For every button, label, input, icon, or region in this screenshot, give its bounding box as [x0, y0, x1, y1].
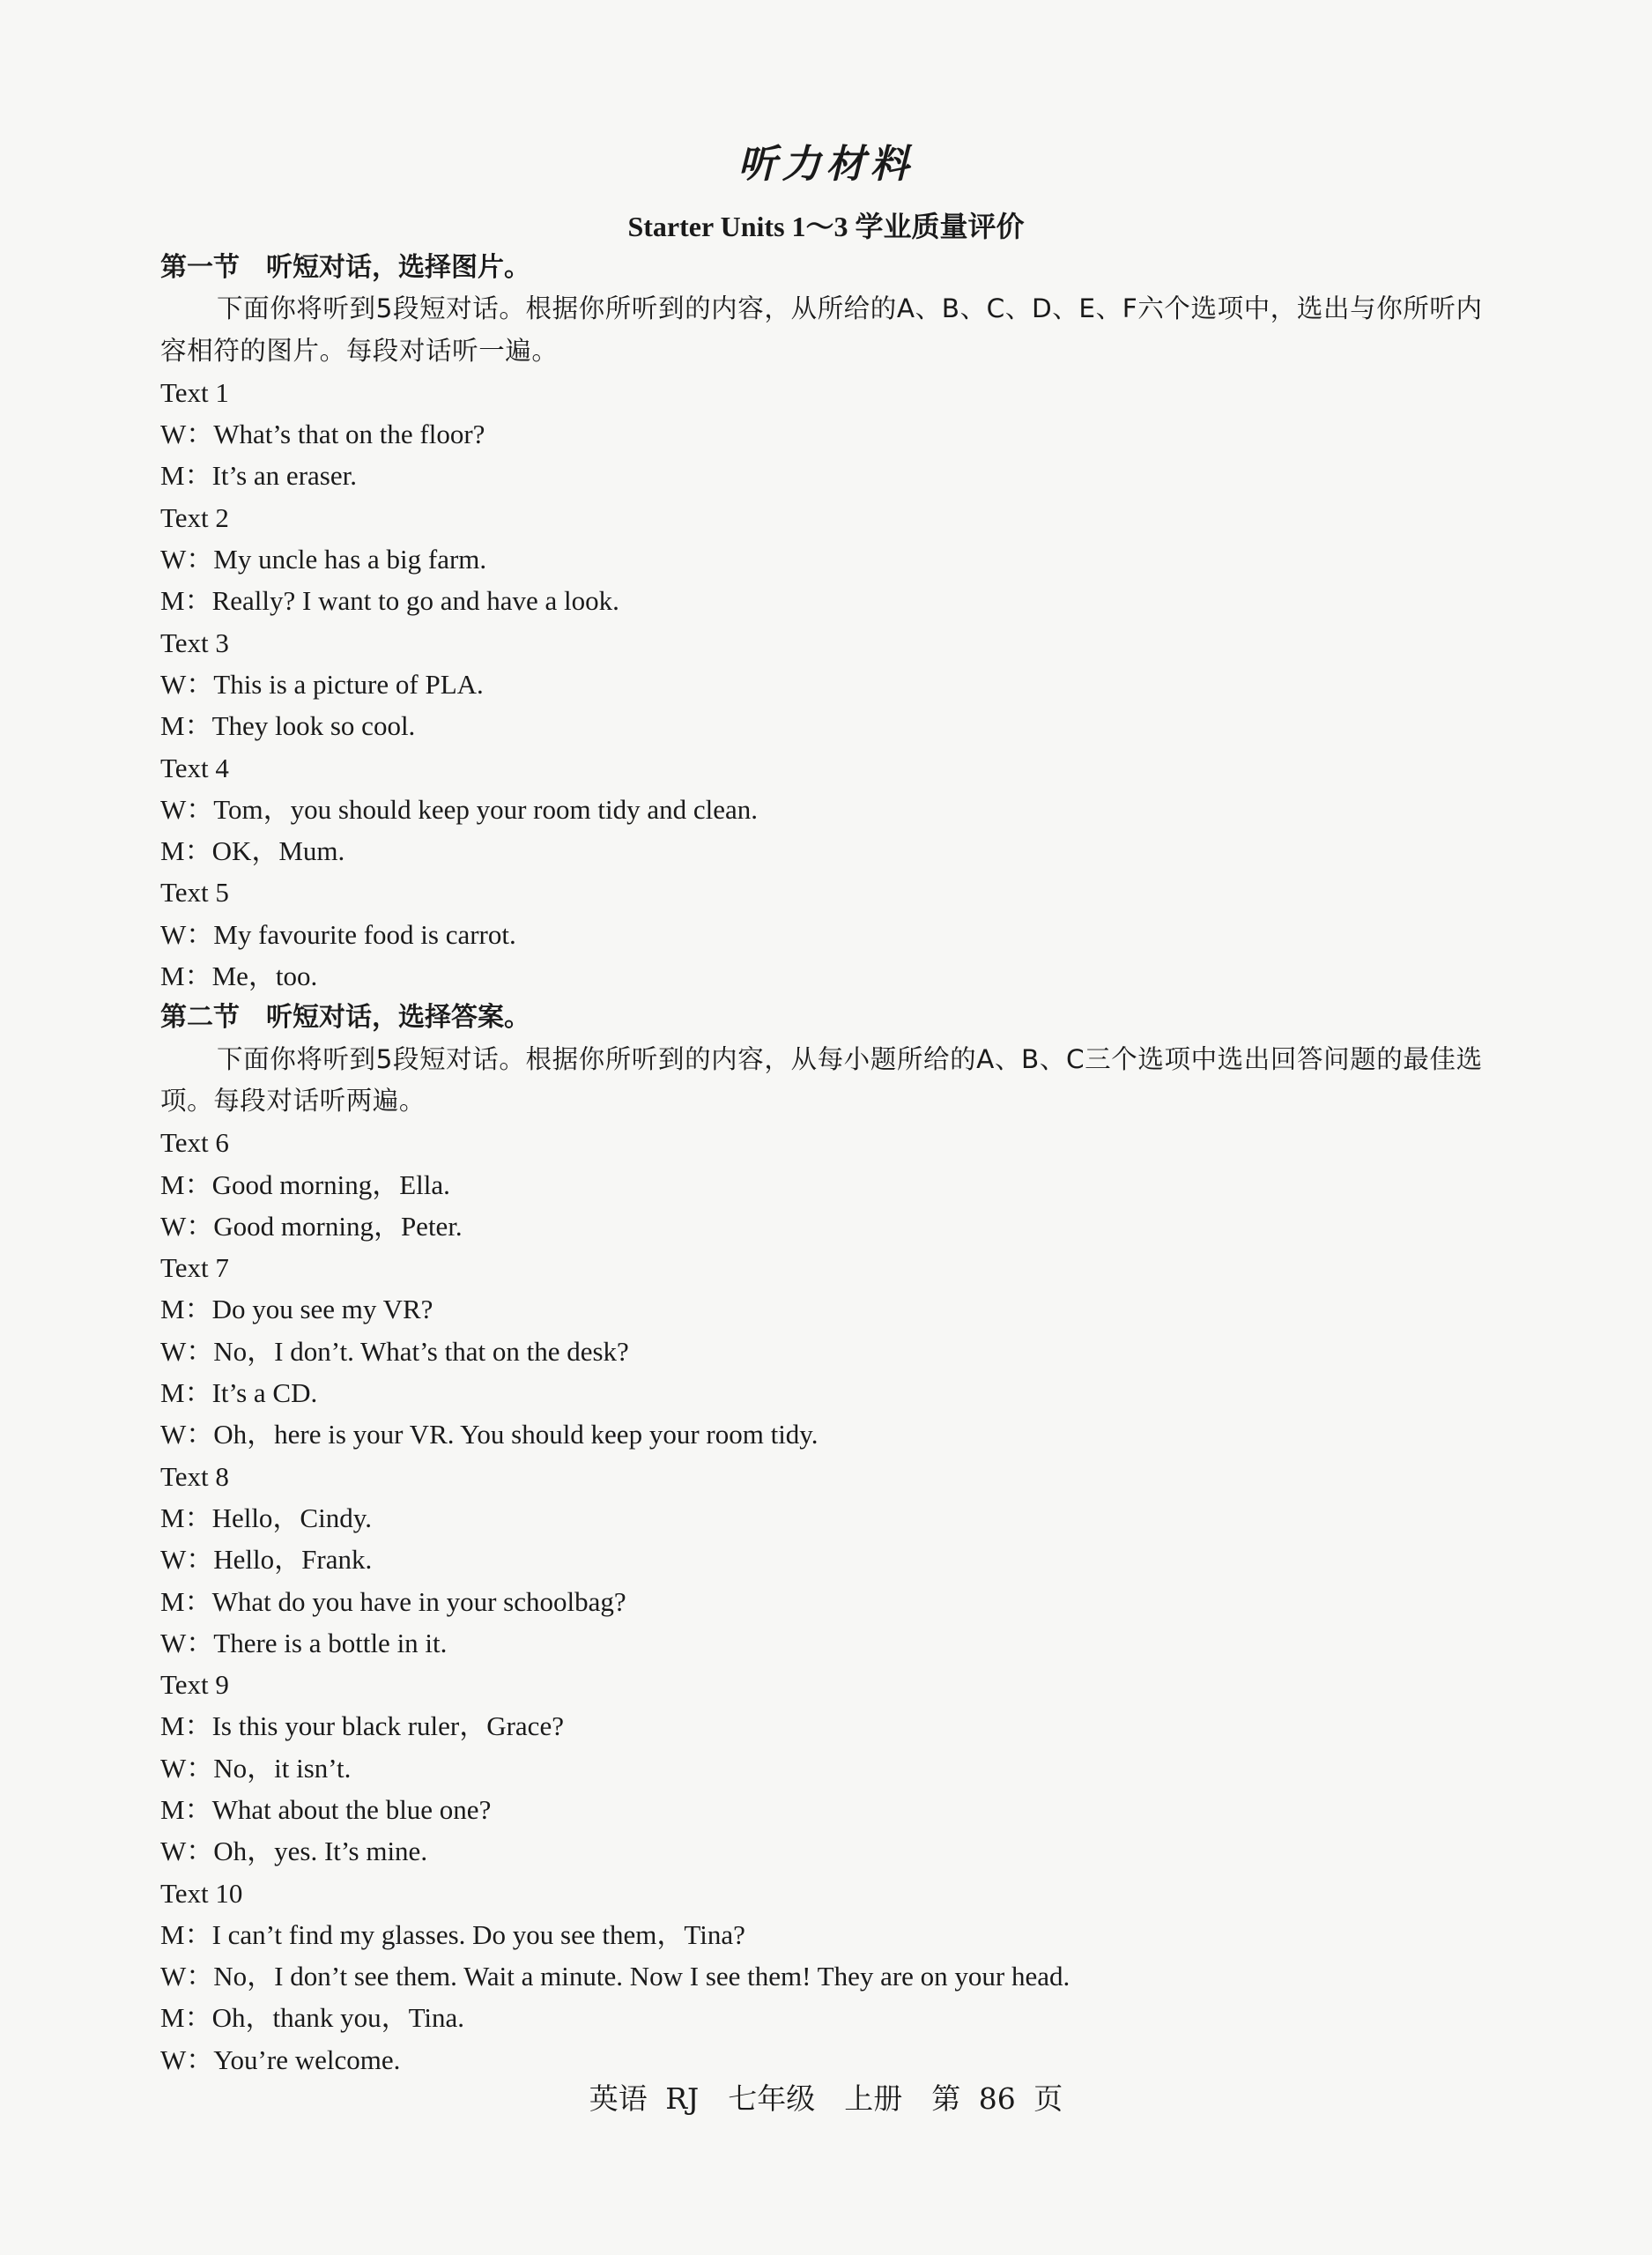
- dialogue-line: W：No，it isn’t.: [160, 1752, 352, 1784]
- dialogue-line: M：It’s a CD.: [160, 1377, 318, 1409]
- dialogue-line: M：What do you have in your schoolbag?: [160, 1585, 626, 1617]
- dialogue-line: M：Oh，thank you，Tina.: [160, 2002, 465, 2034]
- dialogue-line: M：I can’t find my glasses. Do you see them，Tina?: [160, 1918, 745, 1950]
- dialogue-line: W：Hello，Frank.: [160, 1544, 373, 1576]
- dialogue-line: W：You’re welcome.: [160, 2044, 401, 2075]
- dialogue-line: W：Tom，you should keep your room tidy and clean.: [160, 793, 758, 825]
- text-label: Text 3: [160, 627, 229, 658]
- section-instruction: 下面你将听到5段短对话。根据你所听到的内容，从每小题所给的A、B、C三个选项中选出回答问题的最佳选项。每段对话听两遍。: [160, 1043, 1483, 1116]
- dialogue-line: M：OK，Mum.: [160, 835, 345, 867]
- dialogue-line: W：This is a picture of PLA.: [160, 668, 484, 700]
- text-label: Text 8: [160, 1460, 229, 1492]
- dialogue-line: W：My uncle has a big farm.: [160, 544, 487, 575]
- page-subtitle: Starter Units 1～3 学业质量评价: [627, 211, 1025, 242]
- dialogue-line: M：Is this your black ruler，Grace?: [160, 1710, 564, 1742]
- text-label: Text 5: [160, 877, 229, 909]
- dialogue-line: W：Oh，here is your VR. You should keep your room tidy.: [160, 1419, 819, 1450]
- dialogue-line: M：It’s an eraser.: [160, 460, 357, 492]
- dialogue-line: M：They look so cool.: [160, 710, 416, 742]
- dialogue-line: M：Do you see my VR?: [160, 1294, 433, 1325]
- text-label: Text 1: [160, 376, 229, 408]
- dialogue-line: M：What about the blue one?: [160, 1793, 492, 1825]
- dialogue-line: W：There is a bottle in it.: [160, 1627, 448, 1658]
- text-label: Text 10: [160, 1877, 243, 1909]
- dialogue-line: W：Oh，yes. It’s mine.: [160, 1836, 428, 1867]
- page-title: 听力材料: [737, 142, 915, 187]
- text-label: Text 7: [160, 1252, 229, 1284]
- dialogue-line: W：What’s that on the floor?: [160, 419, 485, 450]
- listening-transcript: [160, 247, 1500, 2081]
- text-label: Text 6: [160, 1127, 229, 1159]
- dialogue-line: W：No，I don’t. What’s that on the desk?: [160, 1335, 629, 1367]
- section-heading: 第二节 听短对话，选择答案。: [160, 1002, 530, 1034]
- dialogue-line: M：Hello，Cindy.: [160, 1502, 372, 1533]
- dialogue-line: M：Good morning，Ella.: [160, 1168, 450, 1200]
- page-footer: 英语 RJ 七年级 上册 第 86 页: [589, 2081, 1063, 2116]
- dialogue-line: M：Me，too.: [160, 961, 318, 992]
- dialogue-line: W：Good morning，Peter.: [160, 1210, 463, 1242]
- text-label: Text 9: [160, 1669, 229, 1701]
- section-heading: 第一节 听短对话，选择图片。: [160, 252, 530, 283]
- dialogue-line: W：No，I don’t see them. Wait a minute. Now I see them! They are on your head.: [160, 1961, 1070, 1992]
- dialogue-line: M：Really? I want to go and have a look.: [160, 585, 619, 617]
- text-label: Text 2: [160, 501, 229, 533]
- text-label: Text 4: [160, 752, 229, 783]
- dialogue-line: W：My favourite food is carrot.: [160, 918, 516, 950]
- section-instruction: 下面你将听到5段短对话。根据你所听到的内容，从所给的A、B、C、D、E、F六个选项中，选出与你所听内容相符的图片。每段对话听一遍。: [160, 293, 1483, 366]
